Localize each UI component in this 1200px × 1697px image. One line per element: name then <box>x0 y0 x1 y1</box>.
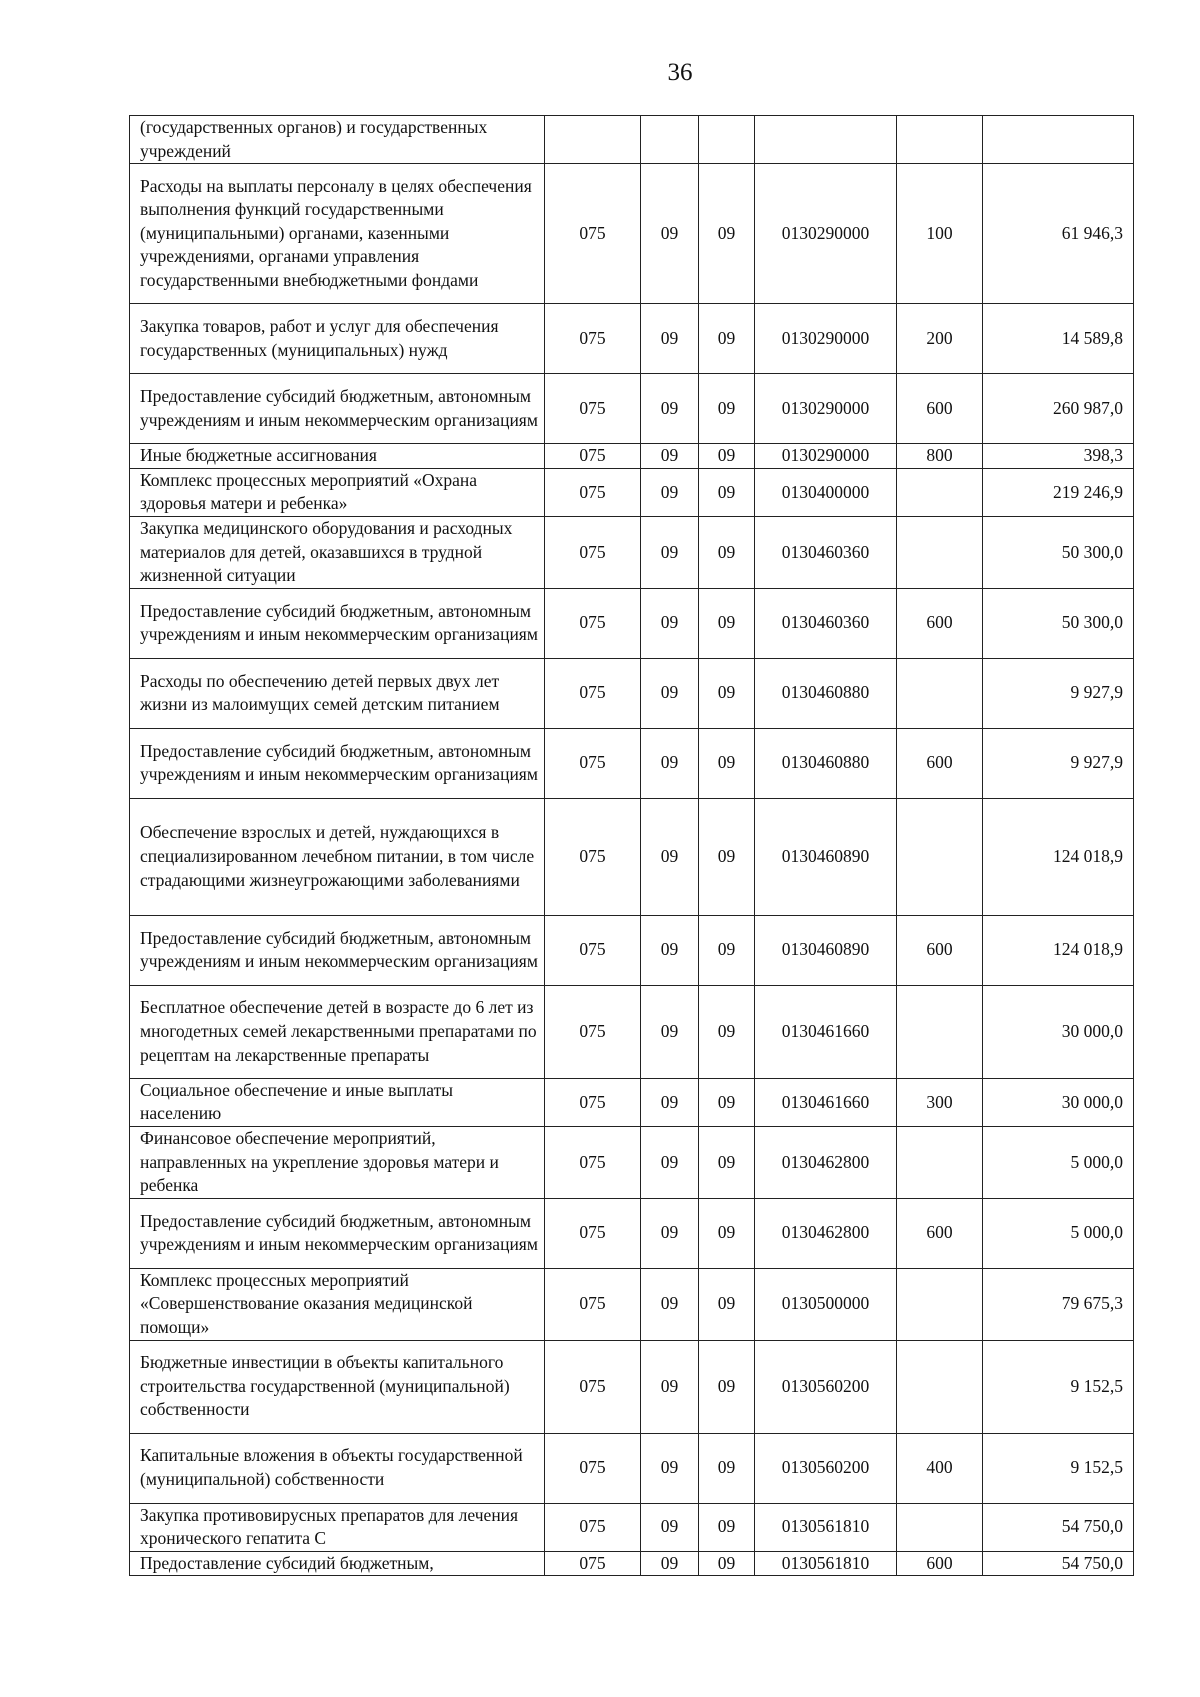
ministry-code-cell: 075 <box>545 915 641 985</box>
expense-type-code-cell <box>897 1340 983 1433</box>
expense-type-code-cell: 100 <box>897 164 983 304</box>
section-code-cell <box>641 116 699 164</box>
subsection-code-cell: 09 <box>699 1433 755 1503</box>
expense-name-cell: Комплекс процессных мероприятий «Охрана здоровья матери и ребенка» <box>130 468 545 516</box>
budget-table <box>129 115 1134 1576</box>
ministry-code-cell: 075 <box>545 985 641 1078</box>
target-article-code-cell: 0130460880 <box>755 728 897 798</box>
expense-type-code-cell <box>897 1268 983 1340</box>
table-row <box>130 1551 1134 1576</box>
subsection-code-cell: 09 <box>699 1268 755 1340</box>
subsection-code-cell: 09 <box>699 304 755 374</box>
target-article-code-cell <box>755 116 897 164</box>
expense-name-cell: Расходы по обеспечению детей первых двух лет жизни из малоимущих семей детским питанием <box>130 658 545 728</box>
table-row <box>130 728 1134 798</box>
target-article-code-cell: 0130462800 <box>755 1126 897 1198</box>
ministry-code-cell: 075 <box>545 516 641 588</box>
expense-name-cell: Иные бюджетные ассигнования <box>130 444 545 469</box>
table-row <box>130 1433 1134 1503</box>
section-code-cell: 09 <box>641 444 699 469</box>
ministry-code-cell: 075 <box>545 1503 641 1551</box>
subsection-code-cell: 09 <box>699 915 755 985</box>
expense-type-code-cell: 200 <box>897 304 983 374</box>
section-code-cell: 09 <box>641 516 699 588</box>
ministry-code-cell: 075 <box>545 658 641 728</box>
amount-cell: 9 927,9 <box>983 728 1134 798</box>
amount-cell: 9 152,5 <box>983 1340 1134 1433</box>
target-article-code-cell: 0130460890 <box>755 798 897 915</box>
subsection-code-cell: 09 <box>699 468 755 516</box>
table-row <box>130 1078 1134 1126</box>
target-article-code-cell: 0130460360 <box>755 516 897 588</box>
amount-cell: 61 946,3 <box>983 164 1134 304</box>
table-row <box>130 468 1134 516</box>
table-row <box>130 304 1134 374</box>
expense-name-cell: Предоставление субсидий бюджетным, автономным учреждениям и иным некоммерческим организациям <box>130 588 545 658</box>
ministry-code-cell: 075 <box>545 1078 641 1126</box>
ministry-code-cell: 075 <box>545 588 641 658</box>
amount-cell: 5 000,0 <box>983 1126 1134 1198</box>
ministry-code-cell: 075 <box>545 1340 641 1433</box>
ministry-code-cell: 075 <box>545 1268 641 1340</box>
ministry-code-cell: 075 <box>545 468 641 516</box>
expense-type-code-cell <box>897 798 983 915</box>
subsection-code-cell: 09 <box>699 1078 755 1126</box>
subsection-code-cell: 09 <box>699 728 755 798</box>
amount-cell <box>983 116 1134 164</box>
table-row <box>130 1340 1134 1433</box>
table-row <box>130 164 1134 304</box>
table-row <box>130 985 1134 1078</box>
table-row <box>130 1268 1134 1340</box>
expense-name-cell: Предоставление субсидий бюджетным, автономным учреждениям и иным некоммерческим организациям <box>130 728 545 798</box>
expense-type-code-cell <box>897 985 983 1078</box>
section-code-cell: 09 <box>641 1078 699 1126</box>
expense-type-code-cell <box>897 468 983 516</box>
table-row <box>130 116 1134 164</box>
table-row <box>130 374 1134 444</box>
section-code-cell: 09 <box>641 985 699 1078</box>
section-code-cell: 09 <box>641 1503 699 1551</box>
ministry-code-cell: 075 <box>545 1551 641 1576</box>
expense-name-cell: Бесплатное обеспечение детей в возрасте до 6 лет из многодетных семей лекарственными препаратами по рецептам на лекарственные препараты <box>130 985 545 1078</box>
subsection-code-cell: 09 <box>699 374 755 444</box>
target-article-code-cell: 0130561810 <box>755 1503 897 1551</box>
target-article-code-cell: 0130460880 <box>755 658 897 728</box>
ministry-code-cell: 075 <box>545 304 641 374</box>
expense-name-cell: Предоставление субсидий бюджетным, автономным учреждениям и иным некоммерческим организациям <box>130 1198 545 1268</box>
expense-type-code-cell: 600 <box>897 374 983 444</box>
target-article-code-cell: 0130462800 <box>755 1198 897 1268</box>
expense-name-cell: Закупка медицинского оборудования и расходных материалов для детей, оказавшихся в трудной жизненной ситуации <box>130 516 545 588</box>
expense-type-code-cell <box>897 1126 983 1198</box>
ministry-code-cell: 075 <box>545 1198 641 1268</box>
subsection-code-cell: 09 <box>699 516 755 588</box>
expense-type-code-cell: 800 <box>897 444 983 469</box>
expense-name-cell: Закупка противовирусных препаратов для лечения хронического гепатита С <box>130 1503 545 1551</box>
target-article-code-cell: 0130560200 <box>755 1340 897 1433</box>
section-code-cell: 09 <box>641 915 699 985</box>
section-code-cell: 09 <box>641 728 699 798</box>
table-row <box>130 516 1134 588</box>
section-code-cell: 09 <box>641 1433 699 1503</box>
target-article-code-cell: 0130460890 <box>755 915 897 985</box>
ministry-code-cell: 075 <box>545 1126 641 1198</box>
subsection-code-cell: 09 <box>699 1126 755 1198</box>
amount-cell: 9 152,5 <box>983 1433 1134 1503</box>
target-article-code-cell: 0130290000 <box>755 164 897 304</box>
target-article-code-cell: 0130290000 <box>755 374 897 444</box>
subsection-code-cell: 09 <box>699 164 755 304</box>
amount-cell: 50 300,0 <box>983 588 1134 658</box>
target-article-code-cell: 0130460360 <box>755 588 897 658</box>
amount-cell: 79 675,3 <box>983 1268 1134 1340</box>
amount-cell: 30 000,0 <box>983 1078 1134 1126</box>
expense-type-code-cell: 400 <box>897 1433 983 1503</box>
expense-type-code-cell <box>897 516 983 588</box>
ministry-code-cell: 075 <box>545 798 641 915</box>
target-article-code-cell: 0130560200 <box>755 1433 897 1503</box>
table-row <box>130 1198 1134 1268</box>
amount-cell: 124 018,9 <box>983 915 1134 985</box>
subsection-code-cell: 09 <box>699 1340 755 1433</box>
subsection-code-cell: 09 <box>699 1551 755 1576</box>
section-code-cell: 09 <box>641 1340 699 1433</box>
expense-name-cell: Предоставление субсидий бюджетным, автономным учреждениям и иным некоммерческим организациям <box>130 915 545 985</box>
target-article-code-cell: 0130461660 <box>755 1078 897 1126</box>
amount-cell: 124 018,9 <box>983 798 1134 915</box>
expense-type-code-cell <box>897 116 983 164</box>
section-code-cell: 09 <box>641 164 699 304</box>
amount-cell: 54 750,0 <box>983 1551 1134 1576</box>
amount-cell: 14 589,8 <box>983 304 1134 374</box>
expense-name-cell: Бюджетные инвестиции в объекты капитального строительства государственной (муниципальной) собственности <box>130 1340 545 1433</box>
expense-name-cell: Расходы на выплаты персоналу в целях обеспечения выполнения функций государственными (муниципальными) органами, казенными учреждениями, органами управления государственными внебюджетными фондами <box>130 164 545 304</box>
amount-cell: 398,3 <box>983 444 1134 469</box>
section-code-cell: 09 <box>641 304 699 374</box>
subsection-code-cell: 09 <box>699 588 755 658</box>
target-article-code-cell: 0130290000 <box>755 304 897 374</box>
amount-cell: 54 750,0 <box>983 1503 1134 1551</box>
amount-cell: 219 246,9 <box>983 468 1134 516</box>
expense-name-cell: Капитальные вложения в объекты государственной (муниципальной) собственности <box>130 1433 545 1503</box>
table-row <box>130 1126 1134 1198</box>
expense-name-cell: Предоставление субсидий бюджетным, автономным учреждениям и иным некоммерческим организациям <box>130 374 545 444</box>
expense-name-cell: Предоставление субсидий бюджетным, <box>130 1551 545 1576</box>
section-code-cell: 09 <box>641 658 699 728</box>
table-row <box>130 798 1134 915</box>
expense-name-cell: (государственных органов) и государственных учреждений <box>130 116 545 164</box>
subsection-code-cell: 09 <box>699 1503 755 1551</box>
expense-type-code-cell: 600 <box>897 588 983 658</box>
target-article-code-cell: 0130500000 <box>755 1268 897 1340</box>
expense-name-cell: Финансовое обеспечение мероприятий, направленных на укрепление здоровья матери и ребенка <box>130 1126 545 1198</box>
subsection-code-cell: 09 <box>699 658 755 728</box>
expense-name-cell: Обеспечение взрослых и детей, нуждающихся в специализированном лечебном питании, в том числе страдающими жизнеугрожающими заболеваниями <box>130 798 545 915</box>
subsection-code-cell <box>699 116 755 164</box>
section-code-cell: 09 <box>641 374 699 444</box>
subsection-code-cell: 09 <box>699 985 755 1078</box>
target-article-code-cell: 0130561810 <box>755 1551 897 1576</box>
table-row <box>130 658 1134 728</box>
ministry-code-cell: 075 <box>545 374 641 444</box>
section-code-cell: 09 <box>641 1198 699 1268</box>
expense-type-code-cell: 600 <box>897 1551 983 1576</box>
amount-cell: 260 987,0 <box>983 374 1134 444</box>
expense-name-cell: Комплекс процессных мероприятий «Совершенствование оказания медицинской помощи» <box>130 1268 545 1340</box>
expense-type-code-cell: 300 <box>897 1078 983 1126</box>
expense-name-cell: Закупка товаров, работ и услуг для обеспечения государственных (муниципальных) нужд <box>130 304 545 374</box>
subsection-code-cell: 09 <box>699 1198 755 1268</box>
target-article-code-cell: 0130461660 <box>755 985 897 1078</box>
amount-cell: 9 927,9 <box>983 658 1134 728</box>
expense-type-code-cell <box>897 1503 983 1551</box>
ministry-code-cell: 075 <box>545 728 641 798</box>
ministry-code-cell: 075 <box>545 444 641 469</box>
ministry-code-cell: 075 <box>545 1433 641 1503</box>
section-code-cell: 09 <box>641 1268 699 1340</box>
amount-cell: 50 300,0 <box>983 516 1134 588</box>
table-row <box>130 1503 1134 1551</box>
section-code-cell: 09 <box>641 1126 699 1198</box>
page-number: 36 <box>667 59 693 86</box>
expense-name-cell: Социальное обеспечение и иные выплаты населению <box>130 1078 545 1126</box>
target-article-code-cell: 0130290000 <box>755 444 897 469</box>
section-code-cell: 09 <box>641 588 699 658</box>
table-row <box>130 915 1134 985</box>
expense-type-code-cell: 600 <box>897 1198 983 1268</box>
target-article-code-cell: 0130400000 <box>755 468 897 516</box>
expense-type-code-cell <box>897 658 983 728</box>
subsection-code-cell: 09 <box>699 444 755 469</box>
ministry-code-cell: 075 <box>545 164 641 304</box>
subsection-code-cell: 09 <box>699 798 755 915</box>
section-code-cell: 09 <box>641 468 699 516</box>
section-code-cell: 09 <box>641 1551 699 1576</box>
table-row <box>130 444 1134 469</box>
expense-type-code-cell: 600 <box>897 915 983 985</box>
section-code-cell: 09 <box>641 798 699 915</box>
table-row <box>130 588 1134 658</box>
amount-cell: 5 000,0 <box>983 1198 1134 1268</box>
ministry-code-cell <box>545 116 641 164</box>
expense-type-code-cell: 600 <box>897 728 983 798</box>
amount-cell: 30 000,0 <box>983 985 1134 1078</box>
